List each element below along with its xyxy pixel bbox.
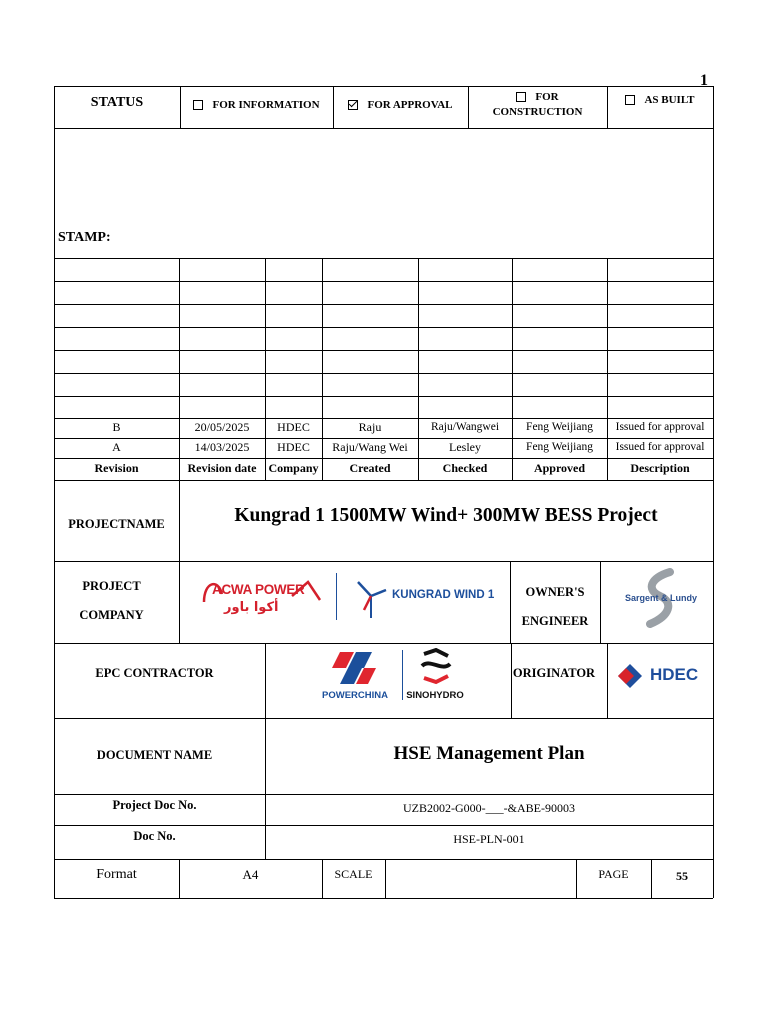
header-revision: Revision — [94, 461, 139, 476]
sinohydro-mark-icon — [416, 648, 456, 686]
format-value: A4 — [242, 866, 259, 882]
created-cell: Raju/Wang Wei — [332, 440, 408, 455]
acwa-power-arabic: أكوا باور — [224, 600, 279, 615]
page-number: 1 — [700, 72, 708, 89]
wind-turbine-icon — [354, 578, 388, 618]
revision-date-cell: 20/05/2025 — [194, 420, 250, 435]
status-option-construction[interactable]: FOR CONSTRUCTION — [492, 91, 583, 118]
scale-value — [385, 862, 576, 888]
header-approved: Approved — [533, 461, 586, 476]
powerchina-mark-icon — [328, 648, 378, 688]
revision-cell: A — [112, 440, 121, 455]
checked-cell: Lesley — [449, 440, 481, 455]
status-option-approval[interactable]: FOR APPROVAL — [333, 90, 468, 120]
project-doc-number: UZB2002-G000-___-&ABE-90003 — [403, 801, 575, 816]
format-label: Format — [96, 866, 137, 882]
created-cell: Raju — [358, 420, 382, 435]
checkbox-icon[interactable] — [516, 92, 526, 102]
hdec-text: HDEC — [650, 665, 699, 684]
powerchina-logo — [310, 648, 400, 704]
company-cell: HDEC — [277, 440, 310, 455]
status-label: STATUS — [90, 94, 144, 110]
document-name: HSE Management Plan — [393, 743, 585, 765]
acwa-power-text: ACWA POWER — [212, 582, 305, 597]
logo-divider — [402, 650, 403, 700]
acwa-arc-icon — [200, 572, 324, 624]
header-company: Company — [268, 461, 319, 476]
revision-cell: B — [112, 420, 121, 435]
page-value: 55 — [676, 869, 688, 884]
header-description: Description — [630, 461, 690, 476]
header-created: Created — [349, 461, 391, 476]
sargent-lundy-text: Sargent & Lundy — [624, 593, 697, 603]
status-option-information[interactable]: FOR INFORMATION — [180, 90, 333, 120]
kungrad-wind-logo — [354, 578, 504, 618]
checkbox-icon[interactable] — [193, 100, 203, 110]
scale-label: SCALE — [334, 867, 373, 882]
approved-cell: Feng Weijiang — [526, 421, 593, 434]
logo-divider — [336, 573, 337, 620]
header-revision-date: Revision date — [187, 461, 257, 476]
doc-number: HSE-PLN-001 — [453, 832, 525, 847]
revision-date-cell: 14/03/2025 — [194, 440, 250, 455]
originator-label: ORIGINATOR — [512, 665, 596, 680]
sargent-lundy-logo — [608, 566, 712, 630]
project-name: Kungrad 1 1500MW Wind+ 300MW BESS Project — [234, 504, 658, 526]
approved-cell: Feng Weijiang — [526, 441, 593, 454]
hdec-logo — [616, 662, 708, 692]
checkbox-icon[interactable] — [625, 95, 635, 105]
checkbox-checked-icon[interactable] — [348, 100, 358, 110]
epc-contractor-label: EPC CONTRACTOR — [95, 665, 214, 680]
company-cell: HDEC — [277, 420, 310, 435]
kungrad-wind-text: KUNGRAD WIND 1 — [392, 589, 495, 601]
document-name-label: DOCUMENT NAME — [96, 747, 213, 762]
description-cell: Issued for approval — [615, 441, 705, 454]
stamp-label: STAMP: — [58, 230, 111, 245]
doc-no-label: Doc No. — [133, 828, 176, 843]
project-company-label: PROJECT COMPANY — [79, 579, 144, 622]
sinohydro-logo — [404, 648, 466, 704]
acwa-power-logo — [200, 572, 324, 624]
hdec-mark-icon — [616, 662, 646, 690]
owners-engineer-label: OWNER'S ENGINEER — [521, 585, 589, 628]
sinohydro-text: SINOHYDRO — [406, 690, 464, 701]
checked-cell: Raju/Wangwei — [430, 421, 500, 434]
header-checked: Checked — [442, 461, 488, 476]
description-cell: Issued for approval — [615, 421, 705, 434]
powerchina-text: POWERCHINA — [322, 690, 388, 701]
status-option-as-built[interactable]: AS BUILT — [607, 94, 713, 106]
project-doc-label: Project Doc No. — [112, 797, 197, 812]
page-label: PAGE — [598, 867, 629, 882]
project-name-label: PROJECTNAME — [68, 516, 165, 531]
